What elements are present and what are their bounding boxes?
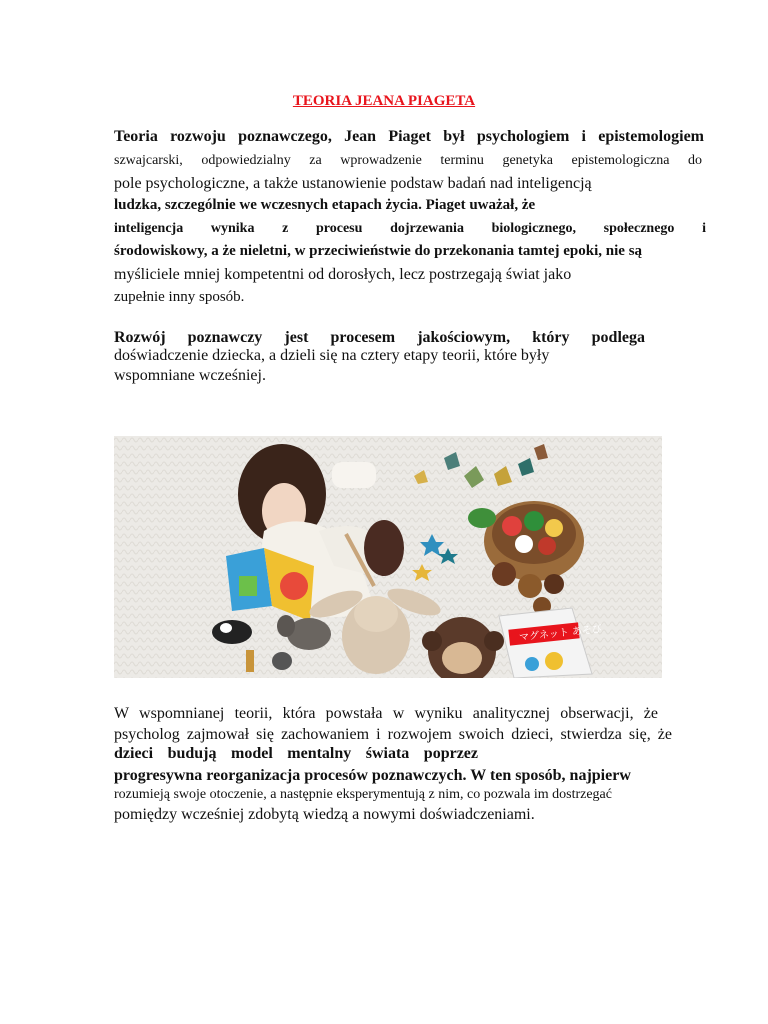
- text-line: Rozwój poznawczy jest procesem jakościowym, który podlega: [114, 329, 645, 346]
- text-line: zupełnie inny sposób.: [114, 289, 245, 305]
- text-line: wspomniane wcześniej.: [114, 367, 266, 384]
- document-title: [0, 93, 768, 110]
- photo-illustration: [114, 436, 662, 678]
- text-line: Teoria rozwoju poznawczego, Jean Piaget był psychologiem i epistemologiem: [114, 128, 704, 145]
- text-line: doświadczenie dziecka, a dzieli się na cztery etapy teorii, które były: [114, 347, 550, 364]
- text-line: rozumieją swoje otoczenie, a następnie eksperymentują z nim, co pozwala im dostrzegać: [114, 787, 612, 802]
- text-line: dzieci budują model mentalny świata poprzez: [114, 745, 478, 762]
- text-line: ludzka, szczególnie we wczesnych etapach życia. Piaget uważał, że: [114, 197, 536, 213]
- text-line: W wspomnianej teorii, która powstała w wyniku analitycznej obserwacji, że: [114, 705, 658, 722]
- document-title-text: TEORIA JEANA PIAGETA: [292, 93, 476, 109]
- text-line: pole psychologiczne, a także ustanowienie podstaw badań nad inteligencją: [114, 175, 592, 192]
- text-line: pomiędzy wcześniej zdobytą wiedzą a nowymi doświadczeniami.: [114, 806, 535, 823]
- text-line: szwajcarski, odpowiedzialny za wprowadzenie terminu genetyka epistemologiczna do: [114, 153, 702, 168]
- text-line: inteligencja wynika z procesu dojrzewania biologicznego, społecznego i: [114, 221, 706, 236]
- text-line: progresywna reorganizacja procesów poznawczych. W ten sposób, najpierw: [114, 767, 631, 784]
- text-line: psycholog zajmował się zachowaniem i rozwojem swoich dzieci, stwierdza się, że: [114, 726, 672, 743]
- child-playing-photo: [114, 436, 662, 678]
- text-line: myśliciele mniej kompetentni od dorosłych, lecz postrzegają świat jako: [114, 266, 572, 283]
- text-line: środowiskowy, a że nieletni, w przeciwieństwie do przekonania tamtej epoki, nie są: [114, 243, 643, 259]
- book-title: マグネット あそび: [518, 623, 603, 644]
